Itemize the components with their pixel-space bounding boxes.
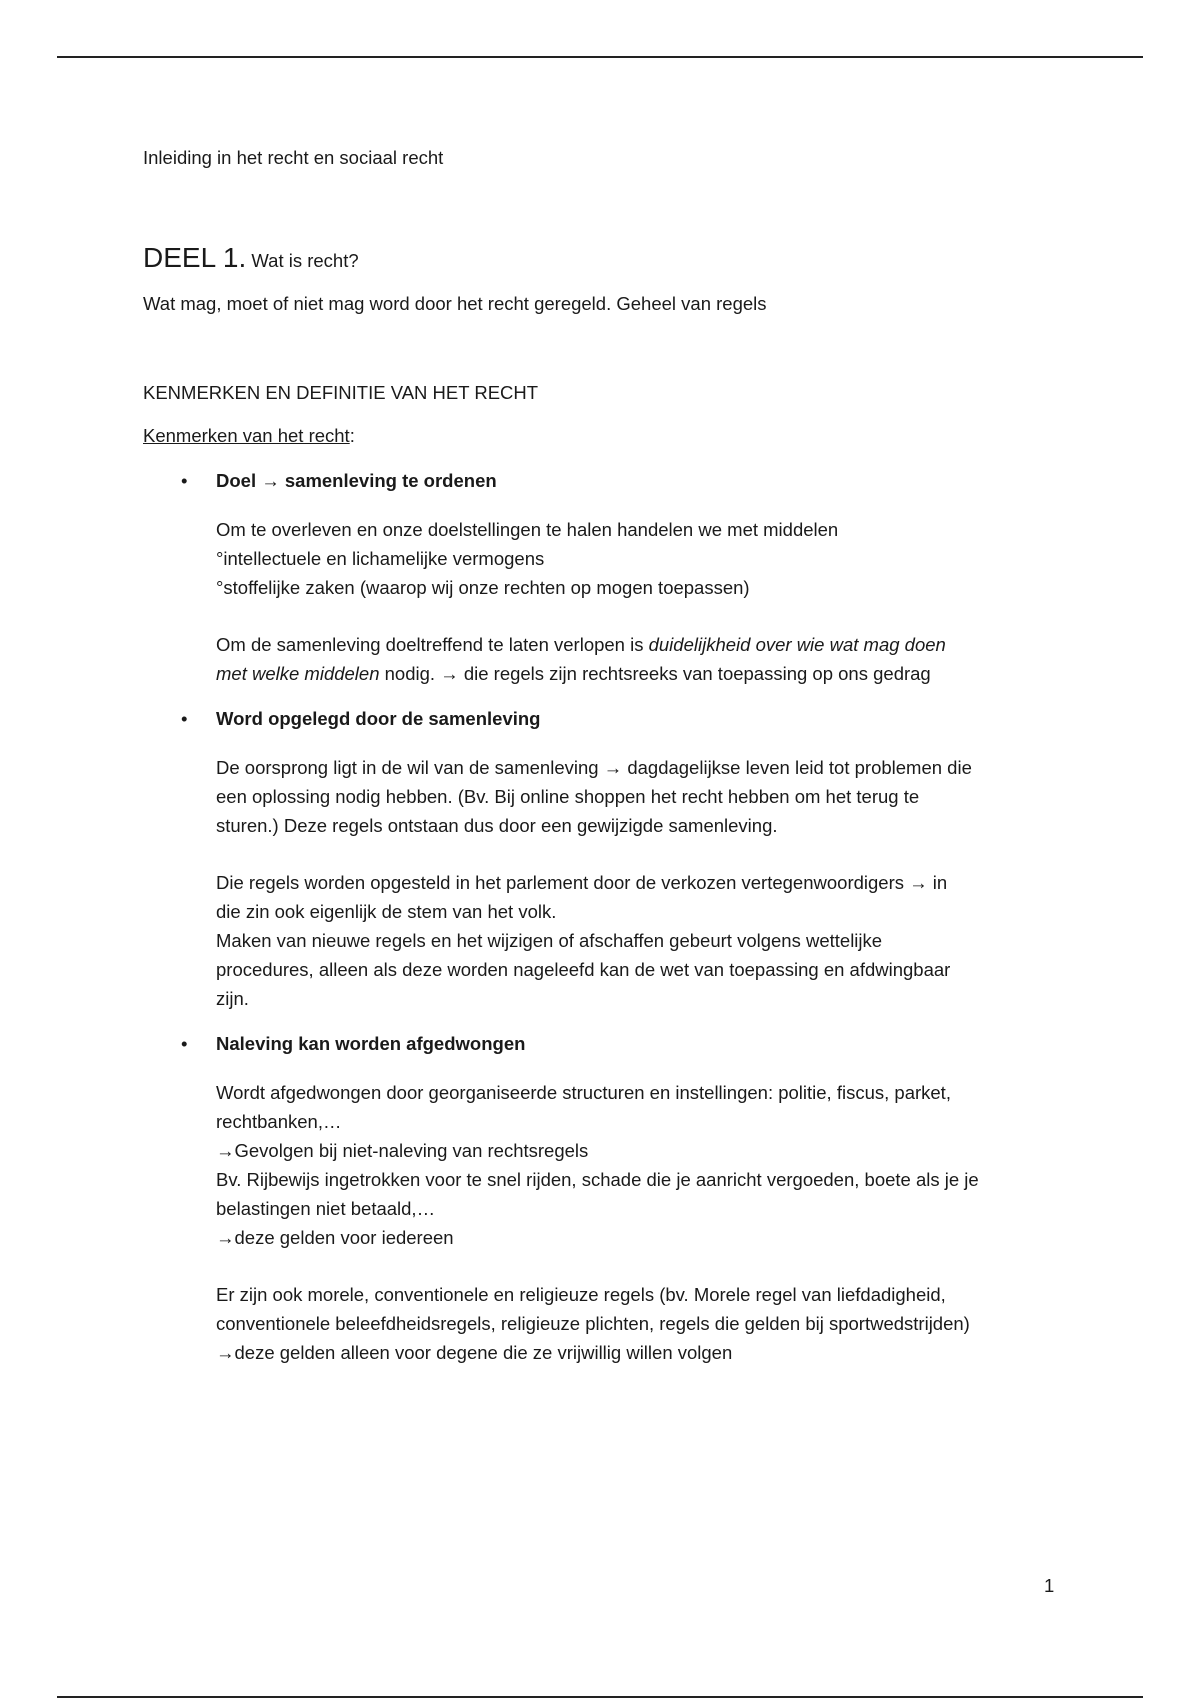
paragraph-line (216, 630, 1063, 659)
bullet-item-naleving (143, 1029, 1063, 1058)
bullet-title: Word opgelegd door de samenleving (216, 708, 541, 729)
bullet-paragraph (143, 868, 1063, 1013)
paragraph-line: zijn. (216, 988, 249, 1009)
paragraph-line: procedures, alleen als deze worden nageleefd kan de wet van toepassing en afdwingbaar (216, 959, 951, 980)
italic-text: met welke middelen (216, 663, 380, 684)
paragraph-line (216, 659, 1063, 688)
paragraph-line: Wordt afgedwongen door georganiseerde structuren en instellingen: politie, fiscus, parket, (216, 1082, 951, 1103)
bullet-paragraph (143, 1078, 1063, 1252)
bullet-paragraph (143, 630, 1063, 688)
bullet-item-doel (143, 466, 1063, 495)
footer-rule (57, 1696, 1143, 1698)
paragraph-line: rechtbanken,… (216, 1111, 342, 1132)
document-body (143, 143, 1063, 1367)
paragraph-line: Om te overleven en onze doelstellingen te halen handelen we met middelen (216, 519, 839, 540)
paragraph-line: Er zijn ook morele, conventionele en religieuze regels (bv. Morele regel van liefdadigheid, (216, 1284, 946, 1305)
part-subtitle: Wat is recht? (251, 250, 359, 271)
sub-heading (143, 421, 1063, 450)
italic-text: duidelijkheid over wie wat mag doen (648, 634, 946, 655)
paragraph-line: belastingen niet betaald,… (216, 1198, 436, 1219)
paragraph-line: →Gevolgen bij niet-naleving van rechtsregels (216, 1140, 589, 1161)
bullet-paragraph (143, 753, 1063, 840)
bullet-dot-icon: • (181, 708, 188, 729)
paragraph-line: →deze gelden alleen voor degene die ze vrijwillig willen volgen (216, 1342, 733, 1363)
bullet-dot-icon: • (181, 470, 188, 491)
paragraph-line: die zin ook eigenlijk de stem van het volk. (216, 901, 557, 922)
bullet-dot-icon: • (181, 1033, 188, 1054)
bullet-item-opgelegd (143, 704, 1063, 733)
bullet-paragraph (143, 515, 1063, 602)
paragraph-line: Bv. Rijbewijs ingetrokken voor te snel rijden, schade die je aanricht vergoeden, boete als je je (216, 1169, 979, 1190)
paragraph-line: conventionele beleefdheidsregels, religieuze plichten, regels die gelden bij sportwedstrijden) (216, 1313, 970, 1334)
plain-text: nodig. → die regels zijn rechtsreeks van toepassing op ons gedrag (379, 663, 931, 684)
intro-paragraph: Wat mag, moet of niet mag word door het recht geregeld. Geheel van regels (143, 293, 767, 314)
part-label: DEEL 1. (143, 242, 247, 273)
paragraph-line: De oorsprong ligt in de wil van de samenleving → dagdagelijkse leven leid tot problemen die (216, 757, 972, 778)
paragraph-line: Maken van nieuwe regels en het wijzigen of afschaffen gebeurt volgens wettelijke (216, 930, 883, 951)
sub-heading-colon: : (349, 425, 355, 446)
paragraph-line: Die regels worden opgesteld in het parlement door de verkozen vertegenwoordigers → in (216, 872, 948, 893)
paragraph-line: →deze gelden voor iedereen (216, 1227, 454, 1248)
part-heading (143, 240, 1063, 279)
paragraph-line: °stoffelijke zaken (waarop wij onze rechten op mogen toepassen) (216, 577, 750, 598)
paragraph-line: een oplossing nodig hebben. (Bv. Bij online shoppen het recht hebben om het terug te (216, 786, 920, 807)
page-number: 1 (1044, 1575, 1055, 1596)
sub-heading-text: Kenmerken van het recht (143, 425, 350, 446)
bullet-title: Naleving kan worden afgedwongen (216, 1033, 526, 1054)
paragraph-line: sturen.) Deze regels ontstaan dus door een gewijzigde samenleving. (216, 815, 778, 836)
header-rule (57, 56, 1143, 58)
document-title: Inleiding in het recht en sociaal recht (143, 147, 444, 168)
paragraph-line: °intellectuele en lichamelijke vermogens (216, 548, 545, 569)
bullet-title: Doel → samenleving te ordenen (216, 470, 497, 491)
bullet-paragraph (143, 1280, 1063, 1367)
plain-text: Om de samenleving doeltreffend te laten verlopen is (216, 634, 649, 655)
section-heading: KENMERKEN EN DEFINITIE VAN HET RECHT (143, 382, 539, 403)
